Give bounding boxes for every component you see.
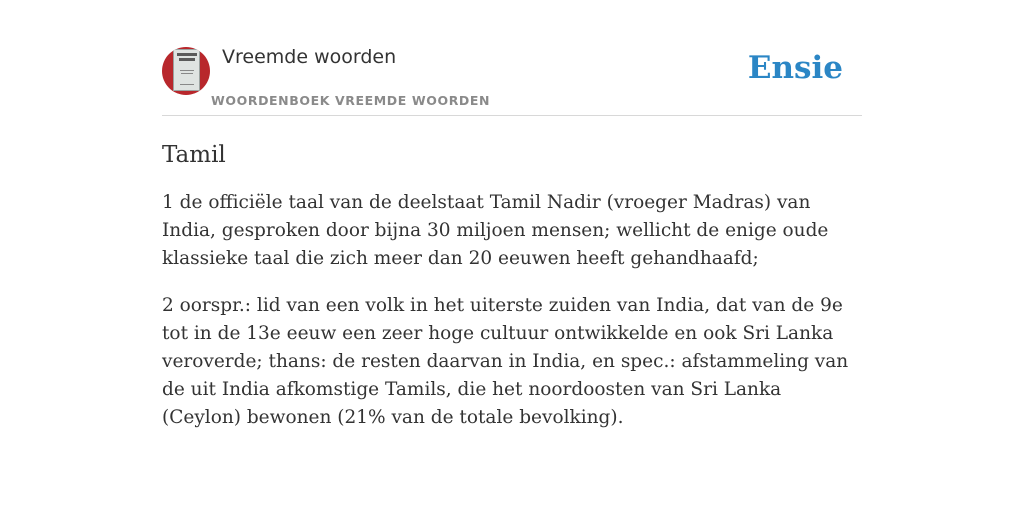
entry-title: Tamil [162, 142, 226, 168]
definition-1: 1 de officiële taal van de deelstaat Tamil Nadir (vroeger Madras) van India, gesproken door bijna 30 miljoen mensen; wellicht de enige oude klassieke taal die zich meer dan 20 eeuwen heeft gehandhaafd; [162, 192, 829, 269]
source-title[interactable]: Vreemde woorden [222, 46, 397, 68]
ensie-logo[interactable]: Ensie [747, 50, 843, 86]
entry-content [162, 138, 862, 432]
source-subtitle: WOORDENBOEK VREEMDE WOORDEN [211, 93, 491, 108]
source-book-cover-avatar[interactable] [162, 47, 210, 95]
definition-2: 2 oorspr.: lid van een volk in het uiterste zuiden van India, dat van de 9e tot in de 13e eeuw een zeer hoge cultuur ontwikkelde en ook Sri Lanka veroverde; thans: de resten daarvan in India, en spec.: afstammeling van de uit India afkomstige Tamils, die het noordoosten van Sri Lanka (Ceylon) bewonen (21% van de totale bevolking). [162, 295, 849, 428]
source-header [162, 44, 862, 116]
book-cover-icon [173, 49, 200, 91]
